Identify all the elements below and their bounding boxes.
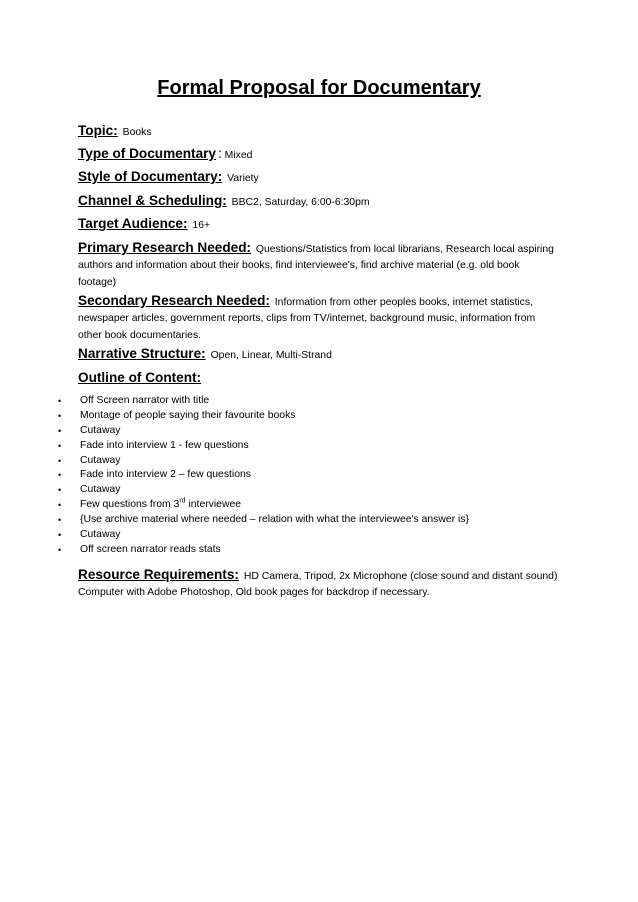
list-item: • Montage of people saying their favourite books	[56, 409, 576, 424]
audience-line	[78, 215, 568, 235]
bullet-icon: •	[58, 515, 62, 526]
document-title: Formal Proposal for Documentary	[157, 77, 481, 99]
bullet-icon: •	[58, 470, 62, 481]
secondary-label: Secondary Research Needed:	[78, 293, 270, 308]
bullet-icon: •	[58, 485, 62, 496]
narrative-line	[78, 345, 568, 365]
bullet-icon: •	[58, 455, 62, 466]
bullet-icon: •	[58, 530, 62, 541]
style-label: Style of Documentary:	[78, 169, 223, 184]
resources-line1: HD Camera, Tripod, 2x Microphone (close sound and distant sound)	[243, 571, 558, 582]
channel-value: BBC2, Saturday, 6:00-6:30pm	[231, 197, 370, 208]
audience-label: Target Audience:	[78, 216, 188, 231]
list-item: • Off screen narrator reads stats	[56, 543, 576, 558]
channel-label: Channel & Scheduling:	[78, 193, 227, 208]
secondary-line2: newspaper articles, government reports, clips from TV/internet, background music, information from	[78, 313, 536, 324]
list-item: • {Use archive material where needed – relation with what the interviewee's answer is}	[56, 513, 576, 528]
topic-line	[78, 122, 568, 142]
primary-label: Primary Research Needed:	[78, 240, 252, 255]
primary-line1: Questions/Statistics from local librarians, Research local aspiring	[255, 244, 554, 255]
secondary-line1: Information from other peoples books, internet statistics,	[274, 297, 533, 308]
resources-label: Resource Requirements:	[78, 567, 239, 582]
list-item: • Few questions from 3rd interviewee	[56, 498, 576, 513]
bullet-icon: •	[58, 500, 62, 511]
topic-value: Books	[122, 127, 152, 138]
primary-research	[78, 238, 568, 291]
ordinal-suffix: rd	[179, 497, 186, 505]
channel-line	[78, 192, 568, 212]
type-colon: :	[217, 146, 222, 161]
topic-label: Topic:	[78, 123, 118, 138]
type-line	[78, 145, 568, 165]
list-item: • Off Screen narrator with title	[56, 394, 576, 409]
list-item: • Cutaway	[56, 424, 576, 439]
list-item: • Fade into interview 2 – few questions	[56, 468, 576, 483]
list-item: • Fade into interview 1 - few questions	[56, 439, 576, 454]
primary-line3: footage)	[78, 277, 117, 288]
primary-line2: authors and information about their books, find interviewee's, find archive material (e.g. old book	[78, 260, 520, 271]
list-item: • Cutaway	[56, 528, 576, 543]
secondary-research	[78, 291, 568, 344]
narrative-label: Narrative Structure:	[78, 346, 206, 361]
bullet-icon: •	[58, 396, 62, 406]
bullet-icon: •	[58, 425, 62, 436]
outline-heading	[78, 369, 568, 389]
secondary-line3: other book documentaries.	[78, 330, 202, 341]
audience-value: 16+	[192, 220, 211, 231]
style-line	[78, 168, 568, 188]
type-value: Mixed	[224, 150, 253, 161]
narrative-value: Open, Linear, Multi-Strand	[210, 350, 332, 361]
bullet-icon: •	[58, 440, 62, 451]
list-item: • Cutaway	[56, 454, 576, 469]
resources-line2: Computer with Adobe Photoshop, Old book pages for backdrop if necessary.	[78, 587, 430, 598]
style-value: Variety	[227, 173, 259, 184]
bullet-icon: •	[58, 410, 62, 421]
type-label: Type of Documentary	[78, 146, 216, 161]
resources	[78, 565, 568, 601]
outline-list	[56, 394, 576, 558]
list-item: • Cutaway	[56, 483, 576, 498]
outline-label: Outline of Content:	[78, 370, 202, 385]
bullet-icon: •	[58, 544, 62, 555]
